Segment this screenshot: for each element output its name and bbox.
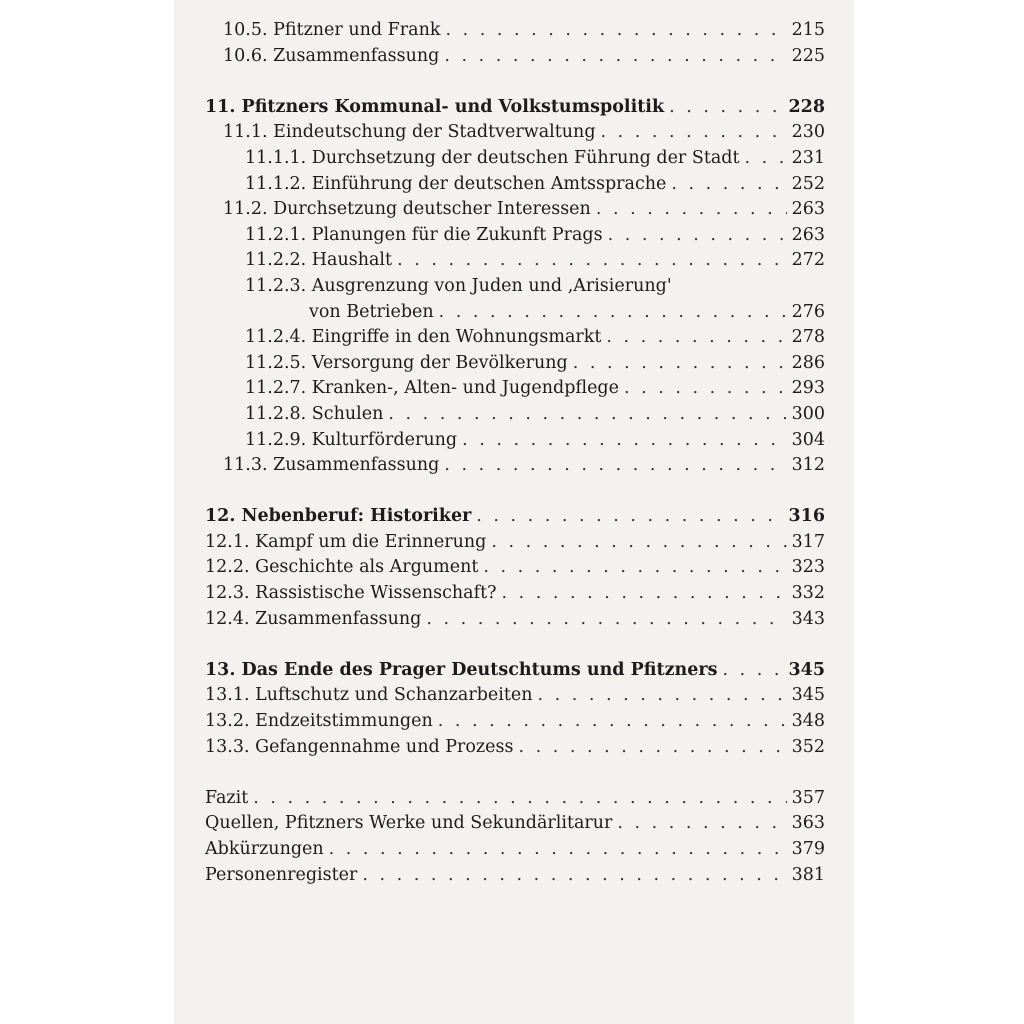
toc-chapter-page: 316 (788, 506, 825, 527)
toc-entry-multiline-second (205, 300, 825, 326)
dot-leader (445, 18, 786, 44)
toc-entry-label: 11.1.1. Durchsetzung der deutschen Führung der Stadt (245, 147, 740, 168)
dot-leader (426, 607, 786, 633)
toc-entry-page: 286 (791, 352, 825, 373)
toc-entry-label: 11.3. Zusammenfassung (223, 455, 440, 476)
toc-entry-page: 345 (791, 685, 825, 706)
toc-entry-label: 11.1.2. Einführung der deutschen Amtssprache (245, 173, 667, 194)
toc-entry-personenregister (205, 863, 825, 889)
dot-leader (462, 428, 787, 454)
toc-entry-label: 12.3. Rassistische Wissenschaft? (205, 583, 497, 604)
toc-entry-label: 12.1. Kampf um die Erinnerung (205, 531, 487, 552)
toc-entry-page: 278 (791, 327, 825, 348)
toc-chapter-label: 11. Pfitzners Kommunal- und Volkstumspolitik (205, 96, 665, 117)
toc-entry-label: 11.2.7. Kranken-, Alten- und Jugendpflege (245, 378, 619, 399)
toc-entry-page: 379 (791, 839, 825, 859)
toc-entry-fazit (205, 786, 825, 812)
toc-entry (205, 555, 825, 581)
toc-entry (205, 146, 825, 172)
toc-entry (205, 709, 825, 735)
dot-leader (476, 504, 783, 530)
toc-entry-page: 252 (791, 173, 825, 194)
toc-entry-page: 293 (791, 378, 825, 399)
toc-entry-page: 343 (791, 608, 825, 629)
dot-leader (745, 146, 787, 172)
dot-leader (538, 683, 787, 709)
toc-entry-page: 225 (791, 45, 825, 66)
toc-entry-label: 11.2.8. Schulen (245, 403, 384, 424)
toc-entry-page: 348 (791, 711, 825, 732)
dot-leader (444, 453, 786, 479)
toc-entry-page: 230 (791, 122, 825, 143)
toc-entry (205, 18, 825, 44)
toc-entry-label: 13.2. Endzeitstimmungen (205, 711, 433, 732)
toc-entry-label-cont: von Betrieben (309, 301, 434, 322)
dot-leader (362, 863, 786, 889)
dot-leader (573, 351, 787, 377)
toc-chapter-11 (205, 95, 825, 121)
toc-entry-label: Quellen, Pfitzners Werke und Sekundärlitarur (205, 813, 613, 834)
toc-entry-page: 272 (791, 250, 825, 271)
dot-leader (606, 325, 786, 351)
toc-entry (205, 453, 825, 479)
table-of-contents (205, 18, 825, 888)
toc-entry-label: Personenregister (205, 864, 358, 885)
toc-entry-page: 263 (791, 199, 825, 220)
toc-entry-page: 363 (791, 813, 825, 834)
dot-leader (596, 197, 787, 223)
dot-leader (253, 786, 786, 812)
toc-entry (205, 248, 825, 274)
toc-entry-page: 352 (791, 736, 825, 757)
dot-leader (722, 658, 783, 684)
toc-entry-page: 357 (791, 787, 825, 808)
section-gap (205, 632, 825, 658)
toc-entry-label: 10.5. Pfitzner und Frank (223, 20, 441, 40)
toc-entry (205, 197, 825, 223)
dot-leader (444, 44, 786, 70)
toc-chapter-page: 228 (788, 96, 825, 117)
toc-entry-page: 300 (791, 403, 825, 424)
section-gap (205, 760, 825, 786)
toc-entry-page: 231 (791, 147, 825, 168)
toc-entry (205, 402, 825, 428)
toc-entry-label: 11.2.1. Planungen für die Zukunft Prags (245, 224, 603, 245)
toc-entry (205, 581, 825, 607)
toc-entry-page: 276 (791, 301, 825, 322)
dot-leader (439, 300, 787, 326)
toc-chapter-12 (205, 504, 825, 530)
dot-leader (671, 172, 786, 198)
toc-entry-page: 332 (791, 583, 825, 604)
dot-leader (624, 376, 787, 402)
toc-entry (205, 351, 825, 377)
dot-leader (397, 248, 787, 274)
section-gap (205, 479, 825, 505)
dot-leader (608, 223, 787, 249)
toc-entry-label: 11.1. Eindeutschung der Stadtverwaltung (223, 122, 596, 143)
dot-leader (329, 837, 787, 863)
toc-entry-label: 11.2.4. Eingriffe in den Wohnungsmarkt (245, 327, 602, 348)
toc-entry-label: 10.6. Zusammenfassung (223, 45, 440, 66)
dot-leader (601, 120, 787, 146)
dot-leader (518, 735, 786, 761)
toc-entry-quellen (205, 811, 825, 837)
toc-entry-page: 317 (791, 531, 825, 552)
toc-entry (205, 44, 825, 70)
toc-entry (205, 325, 825, 351)
toc-entry-label: 13.1. Luftschutz und Schanzarbeiten (205, 685, 533, 706)
dot-leader (617, 811, 786, 837)
toc-entry-page: 323 (791, 557, 825, 578)
toc-entry-label: Fazit (205, 787, 249, 808)
toc-entry (205, 223, 825, 249)
dot-leader (438, 709, 787, 735)
toc-entry-page: 381 (791, 864, 825, 885)
toc-entry-label: 11.2.2. Haushalt (245, 250, 393, 271)
toc-chapter-13 (205, 658, 825, 684)
toc-entry (205, 120, 825, 146)
dot-leader (501, 581, 786, 607)
toc-chapter-page: 345 (788, 659, 825, 680)
toc-entry-page: 304 (791, 429, 825, 450)
toc-entry (205, 683, 825, 709)
toc-entry (205, 607, 825, 633)
toc-entry-page: 263 (791, 224, 825, 245)
toc-chapter-label: 13. Das Ende des Prager Deutschtums und Pfitzners (205, 659, 718, 680)
dot-leader (388, 402, 786, 428)
section-gap (205, 69, 825, 95)
toc-entry-label: 13.3. Gefangennahme und Prozess (205, 736, 514, 757)
toc-entry (205, 530, 825, 556)
toc-entry (205, 735, 825, 761)
dot-leader (491, 530, 786, 556)
toc-entry (205, 376, 825, 402)
dot-leader (669, 95, 783, 121)
toc-entry-page: 312 (791, 455, 825, 476)
toc-entry-page: 215 (791, 20, 825, 40)
toc-entry (205, 428, 825, 454)
toc-entry-label: 11.2. Durchsetzung deutscher Interessen (223, 199, 591, 220)
toc-entry-multiline-first (205, 274, 825, 300)
toc-entry-label: Abkürzungen (205, 839, 324, 859)
toc-entry (205, 172, 825, 198)
toc-entry-label: 12.4. Zusammenfassung (205, 608, 422, 629)
toc-entry-label: 12.2. Geschichte als Argument (205, 557, 479, 578)
toc-entry-abkuerzungen (205, 837, 825, 863)
toc-chapter-label: 12. Nebenberuf: Historiker (205, 506, 472, 527)
toc-entry-label: 11.2.5. Versorgung der Bevölkerung (245, 352, 568, 373)
dot-leader (483, 555, 786, 581)
toc-entry-label: 11.2.9. Kulturförderung (245, 429, 458, 450)
toc-entry-label: 11.2.3. Ausgrenzung von Juden und ‚Arisierung' (245, 275, 672, 296)
